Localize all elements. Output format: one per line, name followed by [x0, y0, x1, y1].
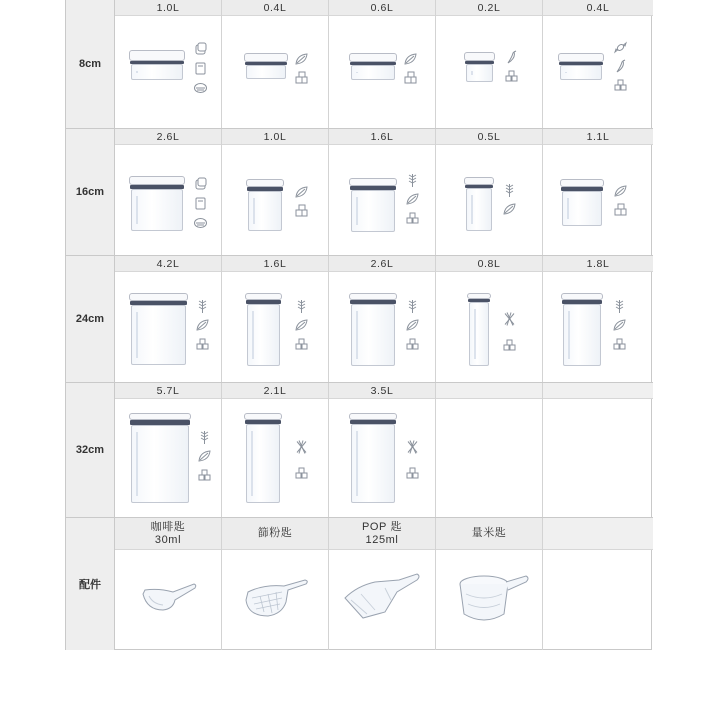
container-image [560, 53, 602, 80]
row-label: 8cm [66, 0, 115, 128]
capacity-label: 0.5L [436, 129, 542, 145]
rice-cup-icon [456, 568, 532, 628]
row-label: 配件 [66, 518, 115, 650]
capacity-label [436, 383, 542, 399]
accessory-cell[interactable] [329, 518, 436, 650]
sugar-cube-icon [405, 337, 420, 352]
accessory-name: 量米匙 [471, 527, 507, 539]
product-cell [436, 383, 543, 517]
cube-icon [403, 71, 418, 86]
wheat-icon [405, 173, 420, 188]
capacity-label [543, 383, 653, 399]
sifting-scoop-icon [242, 578, 310, 620]
container-image [562, 179, 602, 226]
container-image [466, 177, 492, 231]
spaghetti-icon [502, 304, 517, 334]
product-cell[interactable] [329, 129, 436, 255]
accessory-volume: 30ml [154, 533, 182, 546]
capacity-label: 3.5L [329, 383, 435, 399]
cube-icon [613, 203, 628, 218]
accessory-cell[interactable] [115, 518, 222, 650]
container-image [131, 176, 183, 231]
row-32cm [66, 383, 653, 518]
capacity-label: 2.6L [115, 129, 221, 145]
sugar-cube-icon [613, 78, 628, 93]
accessory-label [543, 518, 653, 550]
wheat-icon [502, 183, 517, 198]
biscuit-icon [193, 80, 208, 95]
leaf-icon [294, 185, 309, 200]
capacity-label: 1.0L [222, 129, 328, 145]
container-image [466, 52, 493, 82]
wheat-icon [195, 299, 210, 314]
leaf-icon [405, 192, 420, 207]
product-cell[interactable] [222, 383, 329, 517]
sugar-cube-icon [612, 337, 627, 352]
row-label: 24cm [66, 256, 115, 382]
sugar-cube-icon [195, 337, 210, 352]
accessory-label [436, 518, 542, 550]
product-size-chart [65, 0, 652, 650]
cookie-icon [193, 42, 208, 57]
cookie-icon [193, 177, 208, 192]
chili-icon [613, 59, 628, 74]
candy-icon [613, 40, 628, 55]
sugar-cube-icon [294, 466, 309, 481]
product-cell[interactable] [222, 0, 329, 128]
container-image [351, 413, 395, 503]
product-cell[interactable] [543, 256, 653, 382]
capacity-label: 0.4L [222, 0, 328, 16]
container-image [248, 179, 282, 231]
leaf-icon [294, 52, 309, 67]
accessory-volume: 125ml [365, 533, 399, 546]
accessory-name: POP 匙 [361, 520, 403, 533]
leaf-icon [403, 52, 418, 67]
capacity-label: 0.4L [543, 0, 653, 16]
accessory-label [115, 518, 221, 550]
product-cell [543, 383, 653, 517]
capacity-label: 0.6L [329, 0, 435, 16]
capacity-label: 0.2L [436, 0, 542, 16]
product-cell[interactable] [115, 0, 222, 128]
capacity-label: 4.2L [115, 256, 221, 272]
accessory-cell[interactable] [222, 518, 329, 650]
coffee-scoop-icon [139, 580, 199, 616]
product-cell[interactable] [436, 0, 543, 128]
accessory-cell[interactable] [436, 518, 543, 650]
container-image [351, 293, 395, 366]
leaf-icon [613, 184, 628, 199]
container-image [246, 53, 286, 79]
sugar-cube-icon [504, 69, 519, 84]
capacity-label: 2.1L [222, 383, 328, 399]
product-cell[interactable] [329, 256, 436, 382]
sugar-cube-icon [405, 211, 420, 226]
container-image [131, 413, 189, 503]
container-image [563, 293, 601, 366]
container-image [131, 293, 186, 365]
wheat-icon [294, 299, 309, 314]
accessory-label [222, 518, 328, 550]
leaf-icon [405, 318, 420, 333]
biscuit-icon [193, 215, 208, 230]
container-image [469, 293, 489, 366]
cube-icon [294, 71, 309, 86]
capacity-label: 1.1L [543, 129, 653, 145]
spaghetti-icon [405, 432, 420, 462]
capacity-label: 0.8L [436, 256, 542, 272]
leaf-icon [612, 318, 627, 333]
capacity-label: 1.6L [222, 256, 328, 272]
accessory-name: 篩粉匙 [257, 527, 293, 539]
row-16cm [66, 129, 653, 256]
leaf-icon [294, 318, 309, 333]
accessory-name: 咖啡匙 [150, 520, 186, 533]
container-image [247, 293, 280, 366]
product-cell[interactable] [115, 129, 222, 255]
spaghetti-icon [294, 432, 309, 462]
capacity-label: 1.6L [329, 129, 435, 145]
coffee-bean-icon [193, 61, 208, 76]
product-cell[interactable] [115, 256, 222, 382]
sugar-cube-icon [294, 337, 309, 352]
capacity-label: 2.6L [329, 256, 435, 272]
product-cell[interactable] [436, 256, 543, 382]
container-image [351, 53, 395, 80]
row-24cm [66, 256, 653, 383]
chili-icon [504, 50, 519, 65]
product-cell[interactable] [222, 129, 329, 255]
container-image [246, 413, 280, 503]
wheat-icon [197, 430, 212, 445]
product-cell[interactable] [436, 129, 543, 255]
leaf-icon [502, 202, 517, 217]
product-cell[interactable] [222, 256, 329, 382]
pop-scoop-icon [341, 570, 423, 622]
capacity-label: 5.7L [115, 383, 221, 399]
sugar-cube-icon [405, 466, 420, 481]
sugar-cube-icon [197, 468, 212, 483]
coffee-bean-icon [193, 196, 208, 211]
row-8cm [66, 0, 653, 129]
row-label: 32cm [66, 383, 115, 517]
product-cell[interactable] [543, 129, 653, 255]
container-image [131, 50, 183, 80]
product-cell[interactable] [543, 0, 653, 128]
capacity-label: 1.0L [115, 0, 221, 16]
row-label: 16cm [66, 129, 115, 255]
capacity-label: 1.8L [543, 256, 653, 272]
cube-icon [294, 204, 309, 219]
sugar-cube-icon [502, 338, 517, 353]
container-image [351, 178, 395, 232]
accessory-label [329, 518, 435, 550]
product-cell[interactable] [115, 383, 222, 517]
wheat-icon [405, 299, 420, 314]
wheat-icon [612, 299, 627, 314]
row-accessories [66, 518, 653, 650]
accessory-cell [543, 518, 653, 650]
leaf-icon [197, 449, 212, 464]
product-cell[interactable] [329, 0, 436, 128]
product-cell[interactable] [329, 383, 436, 517]
leaf-icon [195, 318, 210, 333]
